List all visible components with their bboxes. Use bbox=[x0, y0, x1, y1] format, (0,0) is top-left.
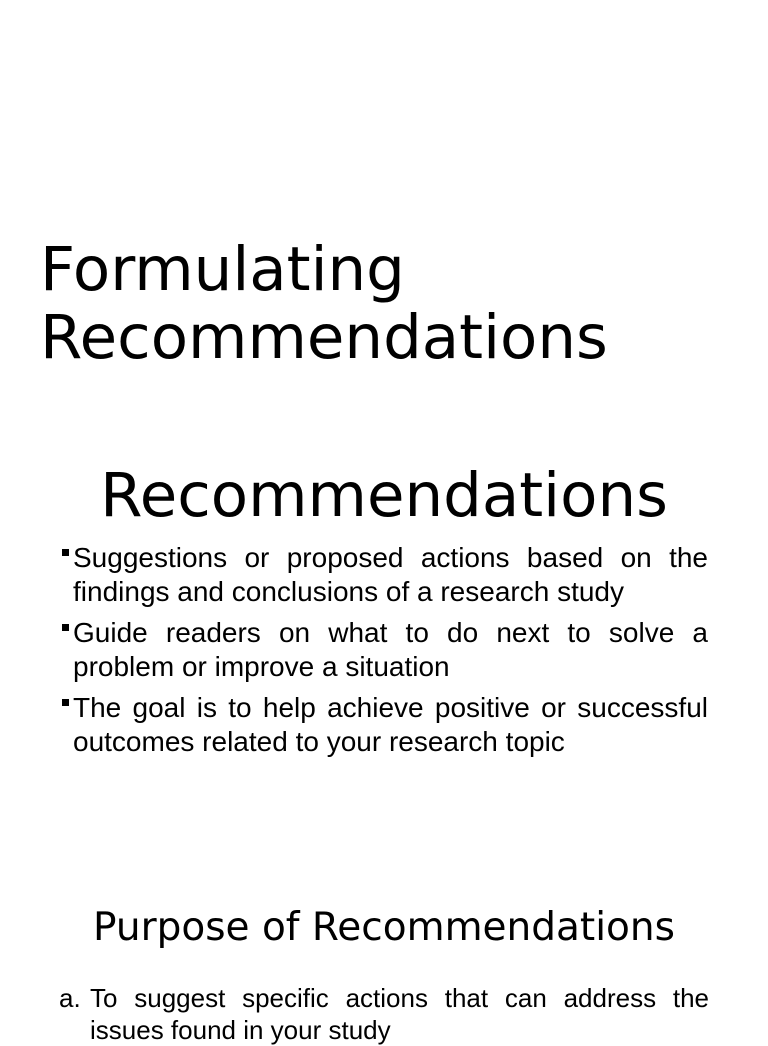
bullet-text: Guide readers on what to do next to solve a problem or improve a situation bbox=[73, 617, 708, 682]
bullet-text: The goal is to help achieve positive or successful outcomes related to your research topic bbox=[73, 692, 708, 757]
slide-title-line-2: Recommendations bbox=[40, 302, 608, 373]
purpose-item bbox=[59, 982, 709, 1046]
square-bullet-icon bbox=[62, 549, 69, 556]
slide-title bbox=[40, 236, 740, 372]
bullet-item bbox=[60, 691, 708, 759]
purpose-heading: Purpose of Recommendations bbox=[93, 905, 675, 950]
slide-title-line-1: Formulating bbox=[40, 234, 405, 305]
square-bullet-icon bbox=[62, 624, 69, 631]
recommendations-bullet-list bbox=[60, 541, 708, 766]
bullet-text: Suggestions or proposed actions based on the findings and conclusions of a research study bbox=[73, 542, 708, 607]
purpose-item-text: To suggest specific actions that can address the issues found in your study bbox=[90, 983, 709, 1045]
square-bullet-icon bbox=[62, 699, 69, 706]
purpose-list bbox=[59, 982, 709, 1046]
list-marker: a. bbox=[59, 983, 81, 1013]
bullet-item bbox=[60, 541, 708, 609]
recommendations-heading: Recommendations bbox=[100, 460, 668, 531]
bullet-item bbox=[60, 616, 708, 684]
